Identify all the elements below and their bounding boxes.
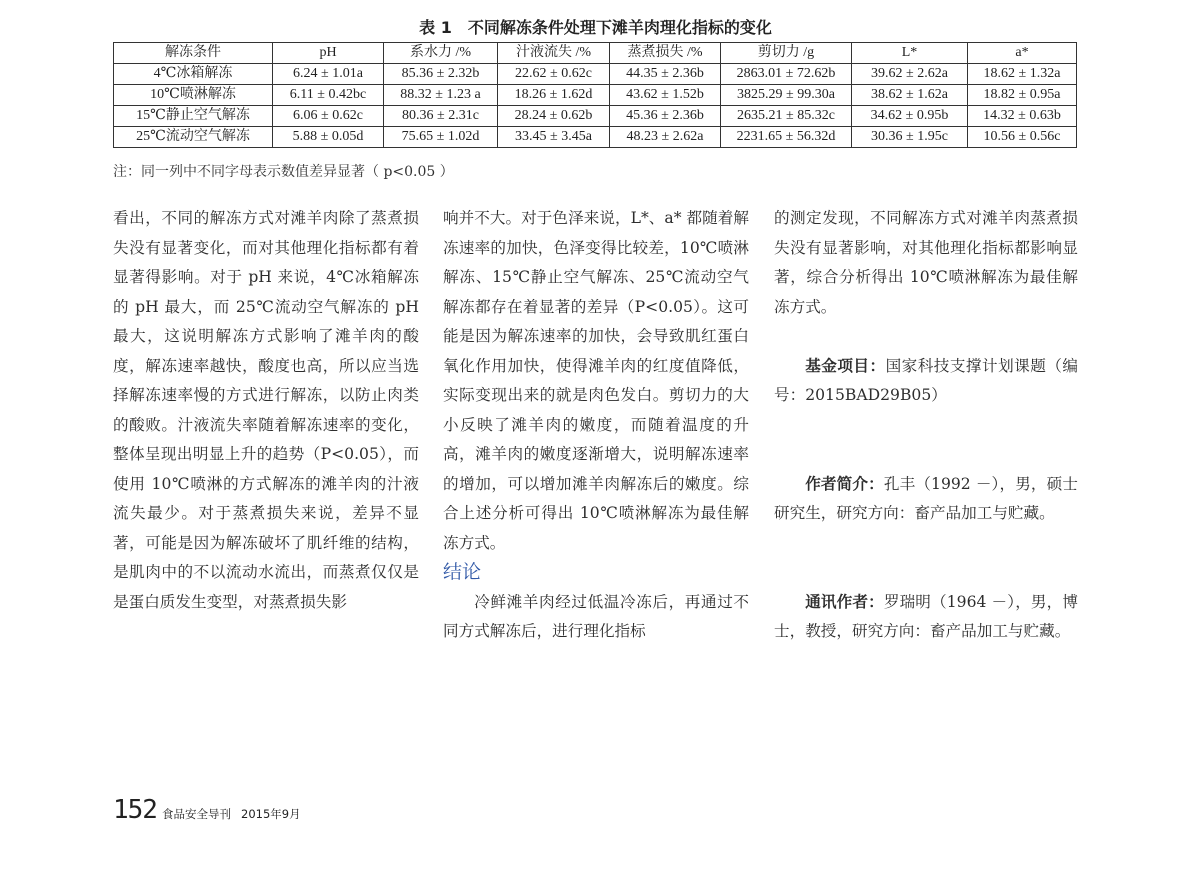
fund-text: 国家科技支撑计划课题（编号：2015BAD29B05） <box>774 356 1078 404</box>
author-info <box>774 470 1078 529</box>
table-cell: 6.06 ± 0.62c <box>273 106 384 127</box>
table-row <box>114 85 1077 106</box>
header-cell: a* <box>968 43 1077 64</box>
header-cell: L* <box>852 43 968 64</box>
fund-label: 基金项目： <box>805 356 886 375</box>
table-cell: 75.65 ± 1.02d <box>384 127 498 148</box>
table-cell: 15℃静止空气解冻 <box>114 106 273 127</box>
table-cell: 18.26 ± 1.62d <box>498 85 610 106</box>
header-cell: pH <box>273 43 384 64</box>
table-note: 注：同一列中不同字母表示数值差异显著（ p<0.05 ） <box>113 164 454 180</box>
fund-info <box>774 352 1078 411</box>
table-cell: 34.62 ± 0.95b <box>852 106 968 127</box>
author-text: 孔丰（1992 －），男，硕士研究生，研究方向：畜产品加工与贮藏。 <box>774 474 1078 522</box>
header-cell: 蒸煮损失 /% <box>610 43 721 64</box>
section-heading: 结论 <box>443 561 482 583</box>
table-cell: 39.62 ± 2.62a <box>852 64 968 85</box>
table-cell: 88.32 ± 1.23 a <box>384 85 498 106</box>
table-cell: 6.24 ± 1.01a <box>273 64 384 85</box>
table-cell: 38.62 ± 1.62a <box>852 85 968 106</box>
body-paragraph: 看出，不同的解冻方式对滩羊肉除了蒸煮损失没有显著变化，而对其他理化指标都有着显著得影响。对于 pH 来说，4℃冰箱解冻的 pH 最大，而 25℃流动空气解冻的 pH 最大，这说明解冻方式影响了滩羊肉的酸度，解冻速率越快，酸度也高，所以应当选择解冻速率慢的方式进行解冻，以防止肉类的酸败。汁液流失率随着解冻速率的变化，整体呈现出明显上升的趋势（P<0.05），而使用 10℃喷淋的方式解冻的滩羊肉的汁液流失最少。对于蒸煮损失来说，差异不显著，可能是因为解冻破坏了肌纤维的结构，是肌肉中的不以流动水流出，而蒸煮仅仅是是蛋白质发生变型，对蒸煮损失影 <box>113 209 419 611</box>
table-cell: 5.88 ± 0.05d <box>273 127 384 148</box>
header-row <box>114 43 1077 64</box>
text-column-1 <box>113 204 419 617</box>
table-cell: 80.36 ± 2.31c <box>384 106 498 127</box>
table-cell: 10.56 ± 0.56c <box>968 127 1077 148</box>
data-table <box>113 42 1077 148</box>
table-cell: 4℃冰箱解冻 <box>114 64 273 85</box>
table-cell: 43.62 ± 1.52b <box>610 85 721 106</box>
table-cell: 28.24 ± 0.62b <box>498 106 610 127</box>
table-cell: 45.36 ± 2.36b <box>610 106 721 127</box>
table-cell: 30.36 ± 1.95c <box>852 127 968 148</box>
journal-name: 食品安全导刊 <box>162 807 231 821</box>
header-cell: 剪切力 /g <box>721 43 852 64</box>
table-cell: 2863.01 ± 72.62b <box>721 64 852 85</box>
table-row <box>114 106 1077 127</box>
contact-info <box>774 588 1078 647</box>
table-cell: 18.82 ± 0.95a <box>968 85 1077 106</box>
page-number: 152 <box>113 795 157 825</box>
footer-info <box>162 806 311 822</box>
text-column-3 <box>774 204 1078 647</box>
table-title: 表 1 不同解冻条件处理下滩羊肉理化指标的变化 <box>419 18 772 37</box>
table-row <box>114 64 1077 85</box>
body-paragraph: 响并不大。对于色泽来说，L*、a* 都随着解冻速率的加快，色泽变得比较差，10℃喷淋解冻、15℃静止空气解冻、25℃流动空气解冻都存在着显著的差异（P<0.05）。这可能是因为解冻速率的加快，会导致肌红蛋白氧化作用加快，使得滩羊肉的红度值降低，实际变现出来的就是肉色发白。剪切力的大小反映了滩羊肉的嫩度，而随着温度的升高，滩羊肉的嫩度逐渐增大，说明解冻速率的增加，可以增加滩羊肉解冻后的嫩度。综合上述分析可得出 10℃喷淋解冻为最佳解冻方式。 <box>443 209 749 552</box>
table-cell: 2231.65 ± 56.32d <box>721 127 852 148</box>
header-cell: 系水力 /% <box>384 43 498 64</box>
issue-date: 2015年9月 <box>241 807 301 821</box>
body-paragraph: 冷鲜滩羊肉经过低温冷冻后，再通过不同方式解冻后，进行理化指标 <box>443 592 749 640</box>
table-cell: 48.23 ± 2.62a <box>610 127 721 148</box>
table-cell: 22.62 ± 0.62c <box>498 64 610 85</box>
header-cell: 解冻条件 <box>114 43 273 64</box>
table-cell: 6.11 ± 0.42bc <box>273 85 384 106</box>
table-cell: 85.36 ± 2.32b <box>384 64 498 85</box>
contact-label: 通讯作者： <box>805 592 884 611</box>
table-cell: 25℃流动空气解冻 <box>114 127 273 148</box>
table-cell: 3825.29 ± 99.30a <box>721 85 852 106</box>
table-cell: 44.35 ± 2.36b <box>610 64 721 85</box>
author-label: 作者简介： <box>805 474 884 493</box>
contact-text: 罗瑞明（1964 －），男，博士，教授，研究方向：畜产品加工与贮藏。 <box>774 592 1078 640</box>
table-cell: 33.45 ± 3.45a <box>498 127 610 148</box>
table-cell: 2635.21 ± 85.32c <box>721 106 852 127</box>
body-paragraph: 的测定发现，不同解冻方式对滩羊肉蒸煮损失没有显著影响，对其他理化指标都影响显著，综合分析得出 10℃喷淋解冻为最佳解冻方式。 <box>774 209 1078 316</box>
table-row <box>114 127 1077 148</box>
text-column-2 <box>443 204 749 647</box>
table-cell: 10℃喷淋解冻 <box>114 85 273 106</box>
header-cell: 汁液流失 /% <box>498 43 610 64</box>
table-cell: 14.32 ± 0.63b <box>968 106 1077 127</box>
table-header <box>114 43 1077 64</box>
table-cell: 18.62 ± 1.32a <box>968 64 1077 85</box>
